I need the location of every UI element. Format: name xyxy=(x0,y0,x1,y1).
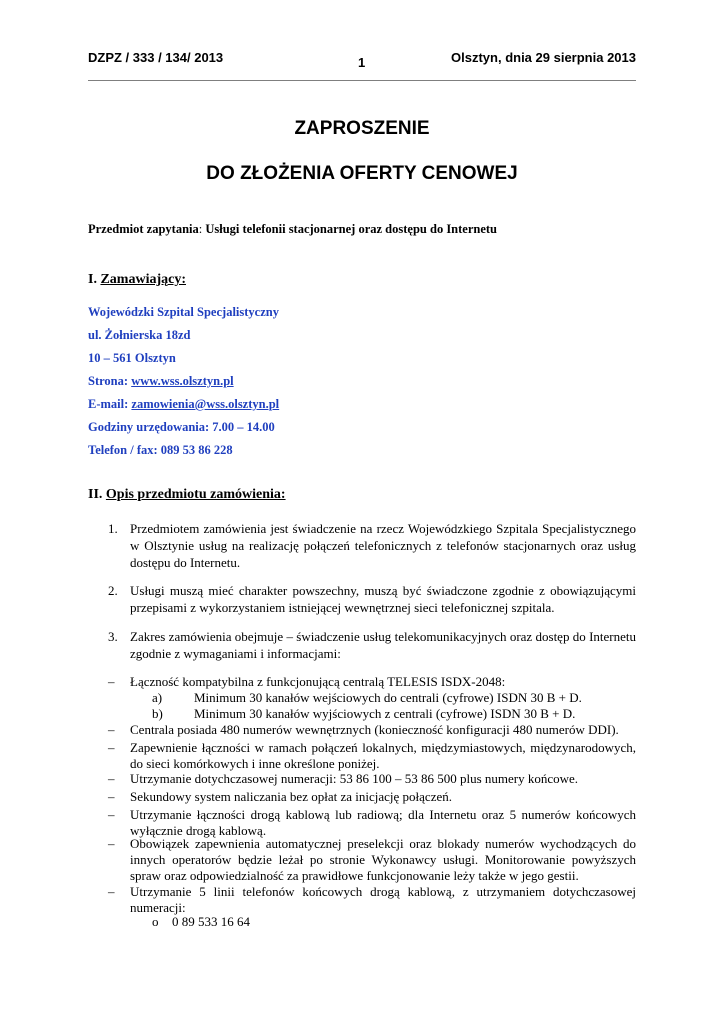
website-link[interactable]: www.wss.olsztyn.pl xyxy=(131,374,234,388)
dash-marker: – xyxy=(108,807,115,822)
document-reference: DZPZ / 333 / 134/ 2013 xyxy=(88,50,224,65)
item-text: Zakres zamówienia obejmuje – świadczenie usług telekomunikacyjnych oraz dostęp do Internetu zgodnie z wymaganiami i informacjami: xyxy=(130,629,636,661)
bullet-text: Utrzymanie 5 linii telefonów końcowych drogą kablową, z utrzymaniem dotychczasowej numeracji: xyxy=(130,884,636,915)
section-2-number: II. xyxy=(88,487,106,502)
orderer-website xyxy=(88,374,234,389)
website-label: Strona: xyxy=(88,374,132,388)
bullet-item xyxy=(108,674,636,690)
sub-item-text: Minimum 30 kanałów wyjściowych z centrali (cyfrowe) ISDN 30 B + D. xyxy=(194,706,576,721)
section-2-heading xyxy=(88,487,286,503)
bullet-text: Centrala posiada 480 numerów wewnętrznych (konieczność konfiguracji 480 numerów DDI). xyxy=(130,722,619,737)
place-date: Olsztyn, dnia 29 sierpnia 2013 xyxy=(451,50,636,65)
dash-marker: – xyxy=(108,771,115,786)
header-divider xyxy=(88,80,636,81)
sub-item-marker: b) xyxy=(152,706,163,721)
item-number: 2. xyxy=(108,583,118,598)
bullet-item xyxy=(108,740,636,772)
circle-bullet-marker: o xyxy=(152,914,159,929)
bullet-text: Sekundowy system naliczania bez opłat za inicjację połączeń. xyxy=(130,789,452,804)
bullet-text: Zapewnienie łączności w ramach połączeń lokalnych, międzymiastowych, międzynarodowych, do sieci komórkowych i inne określone poniżej. xyxy=(130,740,636,771)
subject-separator: : xyxy=(198,222,206,236)
subject-value: Usługi telefonii stacjonarnej oraz dostępu do Internetu xyxy=(205,222,498,236)
dash-marker: – xyxy=(108,740,115,755)
bullet-item xyxy=(108,884,636,916)
bullet-item xyxy=(108,722,636,738)
dash-marker: – xyxy=(108,789,115,804)
orderer-city: 10 – 561 Olsztyn xyxy=(88,351,176,365)
bullet-text: Łączność kompatybilna z funkcjonującą centralą TELESIS ISDX-2048: xyxy=(130,674,506,689)
dash-marker: – xyxy=(108,722,115,737)
dash-marker: – xyxy=(108,836,115,851)
section-1-number: I. xyxy=(88,272,101,287)
phone-number-text: 0 89 533 16 64 xyxy=(172,914,250,929)
dash-marker: – xyxy=(108,884,115,899)
bullet-item xyxy=(108,807,636,839)
section-1-heading xyxy=(88,272,186,288)
numbered-item xyxy=(108,520,636,571)
bullet-text: Obowiązek zapewnienia automatycznej preselekcji oraz blokady numerów wychodzących do innych operatorów będzie leżał po stronie Wykonawcy usługi. Monitorowanie powyższych spraw oraz odpowiedzialność za prawidłowe funkcjonowanie leży także w jego gestii. xyxy=(130,836,636,883)
sub-item-text: Minimum 30 kanałów wejściowych do centrali (cyfrowe) ISDN 30 B + D. xyxy=(194,690,582,705)
email-link[interactable]: zamowienia@wss.olsztyn.pl xyxy=(131,397,280,411)
item-number: 3. xyxy=(108,629,118,644)
bullet-text: Utrzymanie łączności drogą kablową lub radiową; dla Internetu oraz 5 numerów końcowych wyłącznie drogą kablową. xyxy=(130,807,636,838)
email-label: E-mail: xyxy=(88,397,132,411)
orderer-email xyxy=(88,397,279,412)
item-number: 1. xyxy=(108,521,118,536)
subject-label: Przedmiot zapytania xyxy=(88,222,199,236)
orderer-street: ul. Żołnierska 18zd xyxy=(88,328,191,342)
dash-marker: – xyxy=(108,674,115,689)
numbered-item xyxy=(108,628,636,662)
orderer-name: Wojewódzki Szpital Specjalistyczny xyxy=(88,305,279,319)
bullet-item xyxy=(108,771,636,787)
page-number: 1 xyxy=(358,55,366,70)
bullet-text: Utrzymanie dotychczasowej numeracji: 53 86 100 – 53 86 500 plus numery końcowe. xyxy=(130,771,579,786)
document-title: ZAPROSZENIE xyxy=(294,118,430,139)
item-text: Usługi muszą mieć charakter powszechny, muszą być świadczone zgodnie z obowiązującymi przepisami z wykorzystaniem istniejącej wewnętrznej sieci telefonicznej szpitala. xyxy=(130,583,636,615)
section-2-title: Opis przedmiotu zamówienia: xyxy=(105,487,286,502)
section-1-title: Zamawiający: xyxy=(100,272,186,287)
subject-line xyxy=(88,222,497,237)
numbered-item xyxy=(108,582,636,616)
orderer-phone: Telefon / fax: 089 53 86 228 xyxy=(88,443,233,457)
document-subtitle: DO ZŁOŻENIA OFERTY CENOWEJ xyxy=(206,163,518,184)
bullet-item xyxy=(108,836,636,884)
sub-item-marker: a) xyxy=(152,690,163,705)
bullet-item xyxy=(108,789,636,805)
item-text: Przedmiotem zamówienia jest świadczenie na rzecz Wojewódzkiego Szpitala Specjalistycznego w Olsztynie usług na realizację połączeń telefonicznych z telefonów stacjonarnych oraz usług dostępu do Internetu. xyxy=(130,521,636,570)
orderer-hours: Godziny urzędowania: 7.00 – 14.00 xyxy=(88,420,275,434)
